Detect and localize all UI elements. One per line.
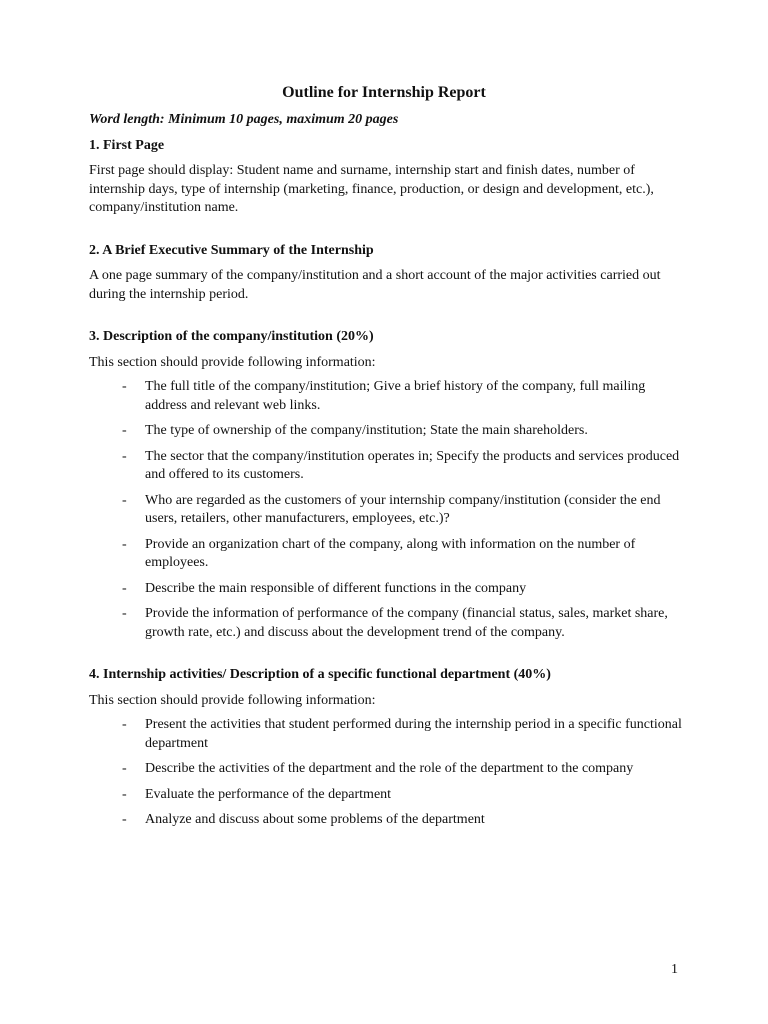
section-paragraph: First page should display: Student name and surname, internship start and finish dates, number of internship days, type of internship (marketing, finance, production, or design and development, etc.), company/institution name. — [89, 163, 654, 215]
bullet-dash: - — [122, 492, 127, 508]
section-first-page — [89, 137, 689, 218]
bullet-dash: - — [122, 580, 127, 596]
list-item — [89, 378, 689, 415]
section-internship-activities — [89, 666, 689, 830]
list-item — [89, 760, 689, 779]
section-heading: 2. A Brief Executive Summary of the Internship — [89, 242, 374, 258]
bullet-list — [89, 716, 689, 830]
list-item — [89, 716, 689, 753]
document-body — [89, 111, 689, 854]
list-item — [89, 605, 689, 642]
section-company-description — [89, 328, 689, 642]
bullet-dash: - — [122, 448, 127, 464]
list-item — [89, 422, 689, 441]
section-intro: This section should provide following information: — [89, 354, 376, 370]
bullet-dash: - — [122, 761, 127, 776]
section-executive-summary — [89, 242, 689, 305]
list-item — [89, 536, 689, 573]
list-item-text: Provide the information of performance of the company (financial status, sales, market share, growth rate, etc.) and discuss about the development trend of the company. — [145, 606, 668, 640]
list-item — [89, 811, 689, 830]
bullet-dash: - — [122, 379, 127, 394]
section-paragraph: A one page summary of the company/institution and a short account of the major activities carried out during the internship period. — [89, 268, 661, 302]
bullet-dash: - — [122, 606, 127, 621]
list-item — [89, 580, 689, 599]
bullet-dash: - — [122, 786, 127, 802]
bullet-dash: - — [122, 717, 127, 732]
list-item-text: Describe the activities of the department and the role of the department to the company — [145, 761, 634, 776]
list-item — [89, 786, 689, 805]
page-number: 1 — [671, 962, 678, 977]
list-item-text: The type of ownership of the company/institution; State the main shareholders. — [145, 423, 588, 438]
section-intro: This section should provide following information: — [89, 692, 376, 708]
section-heading: 1. First Page — [89, 137, 165, 153]
bullet-list — [89, 378, 689, 642]
section-heading: 3. Description of the company/institution (20%) — [89, 329, 374, 344]
list-item-text: Analyze and discuss about some problems of the department — [145, 812, 485, 827]
list-item — [89, 492, 689, 529]
document-title: Outline for Internship Report — [282, 84, 486, 101]
bullet-dash: - — [122, 812, 127, 827]
list-item-text: Present the activities that student performed during the internship period in a specific functional department — [145, 717, 682, 751]
bullet-dash: - — [122, 423, 127, 438]
bullet-dash: - — [122, 536, 127, 552]
list-item-text: Who are regarded as the customers of your internship company/institution (consider the end users, retailers, other manufacturers, employees, etc.)? — [145, 492, 661, 526]
word-length-note: Word length: Minimum 10 pages, maximum 20 pages — [89, 112, 399, 127]
list-item-text: The sector that the company/institution operates in; Specify the products and services produced and offered to its customers. — [145, 448, 680, 482]
list-item-text: Provide an organization chart of the company, along with information on the number of employees. — [145, 536, 636, 570]
list-item-text: Describe the main responsible of different functions in the company — [145, 580, 527, 596]
list-item — [89, 448, 689, 485]
list-item-text: Evaluate the performance of the department — [145, 786, 392, 802]
list-item-text: The full title of the company/institution; Give a brief history of the company, full mailing address and relevant web links. — [145, 379, 646, 413]
section-heading: 4. Internship activities/ Description of a specific functional department (40%) — [89, 667, 551, 682]
